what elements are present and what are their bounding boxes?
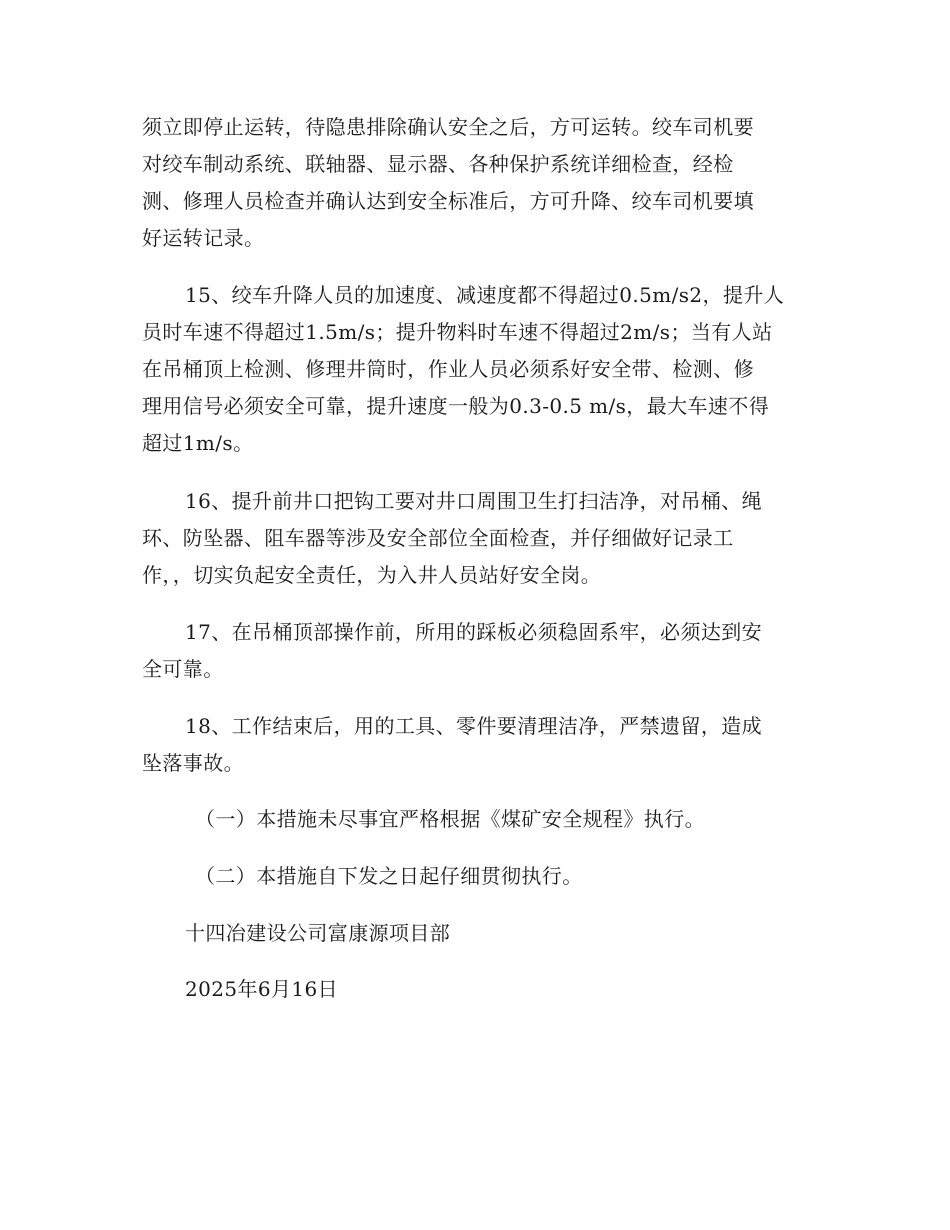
text-line: 18、工作结束后，用的工具、零件要清理洁净，严禁遗留，造成: [185, 714, 763, 738]
text-line: 测、修理人员检查并确认达到安全标准后，方可升降、绞车司机要填: [142, 189, 754, 213]
text-line: 作，，切实负起安全责任，为入井人员站好安全岗。: [142, 563, 602, 587]
text-line: 环、防坠器、阻车器等涉及安全部位全面检查，并仔细做好记录工: [142, 526, 734, 550]
text-line: 在吊桶顶上检测、修理井筒时，作业人员必须系好安全带、检测、修: [142, 357, 754, 381]
text-line: 16、提升前井口把钩工要对井口周围卫生打扫洁净，对吊桶、绳: [185, 489, 763, 513]
text-line: 超过1m/s。: [142, 431, 254, 455]
signature-organization: 十四冶建设公司富康源项目部: [185, 921, 451, 945]
text-line: 坠落事故。: [142, 751, 244, 775]
text-line: 好运转记录。: [142, 226, 265, 250]
text-line: 员时车速不得超过1.5m/s；提升物料时车速不得超过2m/s；当有人站: [142, 320, 773, 344]
text-line: 全可靠。: [142, 657, 224, 681]
text-line: 对绞车制动系统、联轴器、显示器、各种保护系统详细检查，经检: [142, 152, 734, 176]
text-line: 15、绞车升降人员的加速度、减速度都不得超过0.5m/s2，提升人: [185, 283, 785, 307]
note-line-2: （二）本措施自下发之日起仔细贯彻执行。: [195, 864, 583, 888]
signature-date: 2025年6月16日: [185, 977, 339, 1001]
text-line: 理用信号必须安全可靠，提升速度一般为0.3-0.5 m/s，最大车速不得: [142, 394, 770, 418]
text-line: 17、在吊桶顶部操作前，所用的踩板必须稳固系牢，必须达到安: [185, 620, 763, 644]
note-line-1: （一）本措施未尽事宜严格根据《煤矿安全规程》执行。: [195, 807, 705, 831]
text-line: 须立即停止运转，待隐患排除确认安全之后，方可运转。绞车司机要: [142, 115, 754, 139]
